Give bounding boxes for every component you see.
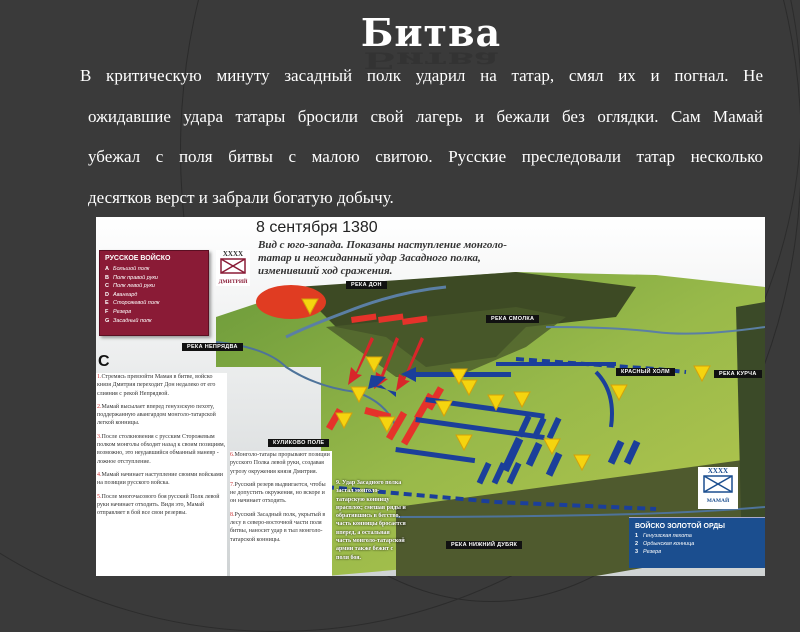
legend-item: 2 Ордынская конница [635, 541, 695, 547]
dmitry-commander-symbol: XXXX ДМИТРИЙ [216, 250, 250, 286]
legend-title: ВОЙСКО ЗОЛОТОЙ ОРДЫ [635, 523, 726, 530]
note: 7.Русский резерв выдвигается, чтобы не допустить окружения, но вскоре и он начинает отходить. [230, 481, 326, 505]
map-subtitle: Вид с юго-запада. Показаны наступление монголо-татар и неожиданный удар Засадного полка, изменивший ход сражения. [258, 239, 507, 277]
legend-item: E Сторожевой полк [105, 300, 160, 307]
label-don: РЕКА ДОН [346, 281, 387, 289]
golden-horde-legend [629, 517, 765, 568]
note: 9. Удар Засадного полка застал монголо-татарскую конницу врасплох; смешав ряды и обратившись в бегство, часть конницы бросается вперед, а остальная часть монголо-татарской армии также бежит с поля боя. [336, 480, 406, 561]
paragraph-line: В критическую минуту засадный полк ударил на татар, смял их и погнал. Не [80, 66, 763, 85]
notes-middle [230, 451, 332, 576]
label-kurcha: РЕКА КУРЧА [714, 370, 762, 378]
note: 8.Русский Засадный полк, укрытый в лесу в северо-восточной части поля битвы, наносит удар в тыл монголо-татарской конницы. [230, 511, 326, 543]
note: 2.Мамай высылает вперед генуэзскую пехоту, поддержанную авангардом монголо-татарской легкой конницы. [97, 403, 216, 427]
label-kulikovo: КУЛИКОВО ПОЛЕ [268, 439, 329, 447]
notes-right [336, 479, 406, 567]
mamai-commander-symbol: XXXX МАМАЙ [698, 467, 738, 509]
title-reflection: Битва [363, 47, 499, 74]
note: 5.После многочасового боя русский Полк левой руки начинает отходить. Видя это, Мамай отправляет в бой все свои резервы. [97, 493, 220, 517]
slide-title: Битва [360, 10, 502, 55]
paragraph-line: убежал с поля битвы с малою свитою. Русские преследовали татар несколько [88, 147, 763, 166]
note: 4.Мамай начинает наступление своими войсками на позиции русского войска. [97, 471, 224, 487]
battle-map-image [96, 217, 765, 576]
slide-paragraph [80, 56, 763, 218]
paragraph-line: десятков верст и забрали богатую добычу. [88, 187, 394, 207]
label-krasny-holm: КРАСНЫЙ ХОЛМ [616, 368, 675, 376]
notes-left [96, 373, 227, 576]
legend-item: B Полк правой руки [105, 274, 158, 281]
label-dubyak: РЕКА НИЖНИЙ ДУБЯК [446, 541, 522, 549]
note: 1.Стремясь превзойти Мамая в битве, войско князя Дмитрия переходит Дон недалеко от его слияния с рекой Непрядвой. [97, 374, 216, 397]
map-date-header: 8 сентября 1380 [256, 219, 378, 236]
legend-item: F Резерв [105, 308, 132, 315]
paragraph-line: ожидавшие удара татары бросили свой лагерь и бежали без оглядки. Сам Мамай [88, 106, 763, 126]
legend-title: РУССКОЕ ВОЙСКО [105, 255, 171, 262]
note: 6.Монголо-татары прорывают позиции русского Полка левой руки, создавая угрозу окружения князя Дмитрия. [230, 452, 330, 475]
label-nepryadva: РЕКА НЕПРЯДВА [182, 343, 243, 351]
label-smolka: РЕКА СМОЛКА [486, 315, 539, 323]
note: 3.После столкновения с русским Сторожевым полком монголы обходят назад к своим позициям, возможно, это неудавшийся обманный маневр - ложное отступление. [97, 433, 226, 465]
army-cross-icon [220, 258, 246, 274]
legend-item: A Большой полк [105, 266, 150, 272]
legend-item: C Полк левой руки [105, 283, 155, 290]
legend-item: 1 Генуэзская пехота [635, 533, 692, 539]
legend-item: 3 Резерв [635, 549, 662, 555]
legend-item: G Засадный полк [105, 317, 152, 324]
russian-army-legend [99, 250, 209, 336]
legend-item: D Авангард [105, 291, 138, 298]
stage-marker: C [98, 353, 110, 370]
army-cross-icon [703, 475, 733, 493]
